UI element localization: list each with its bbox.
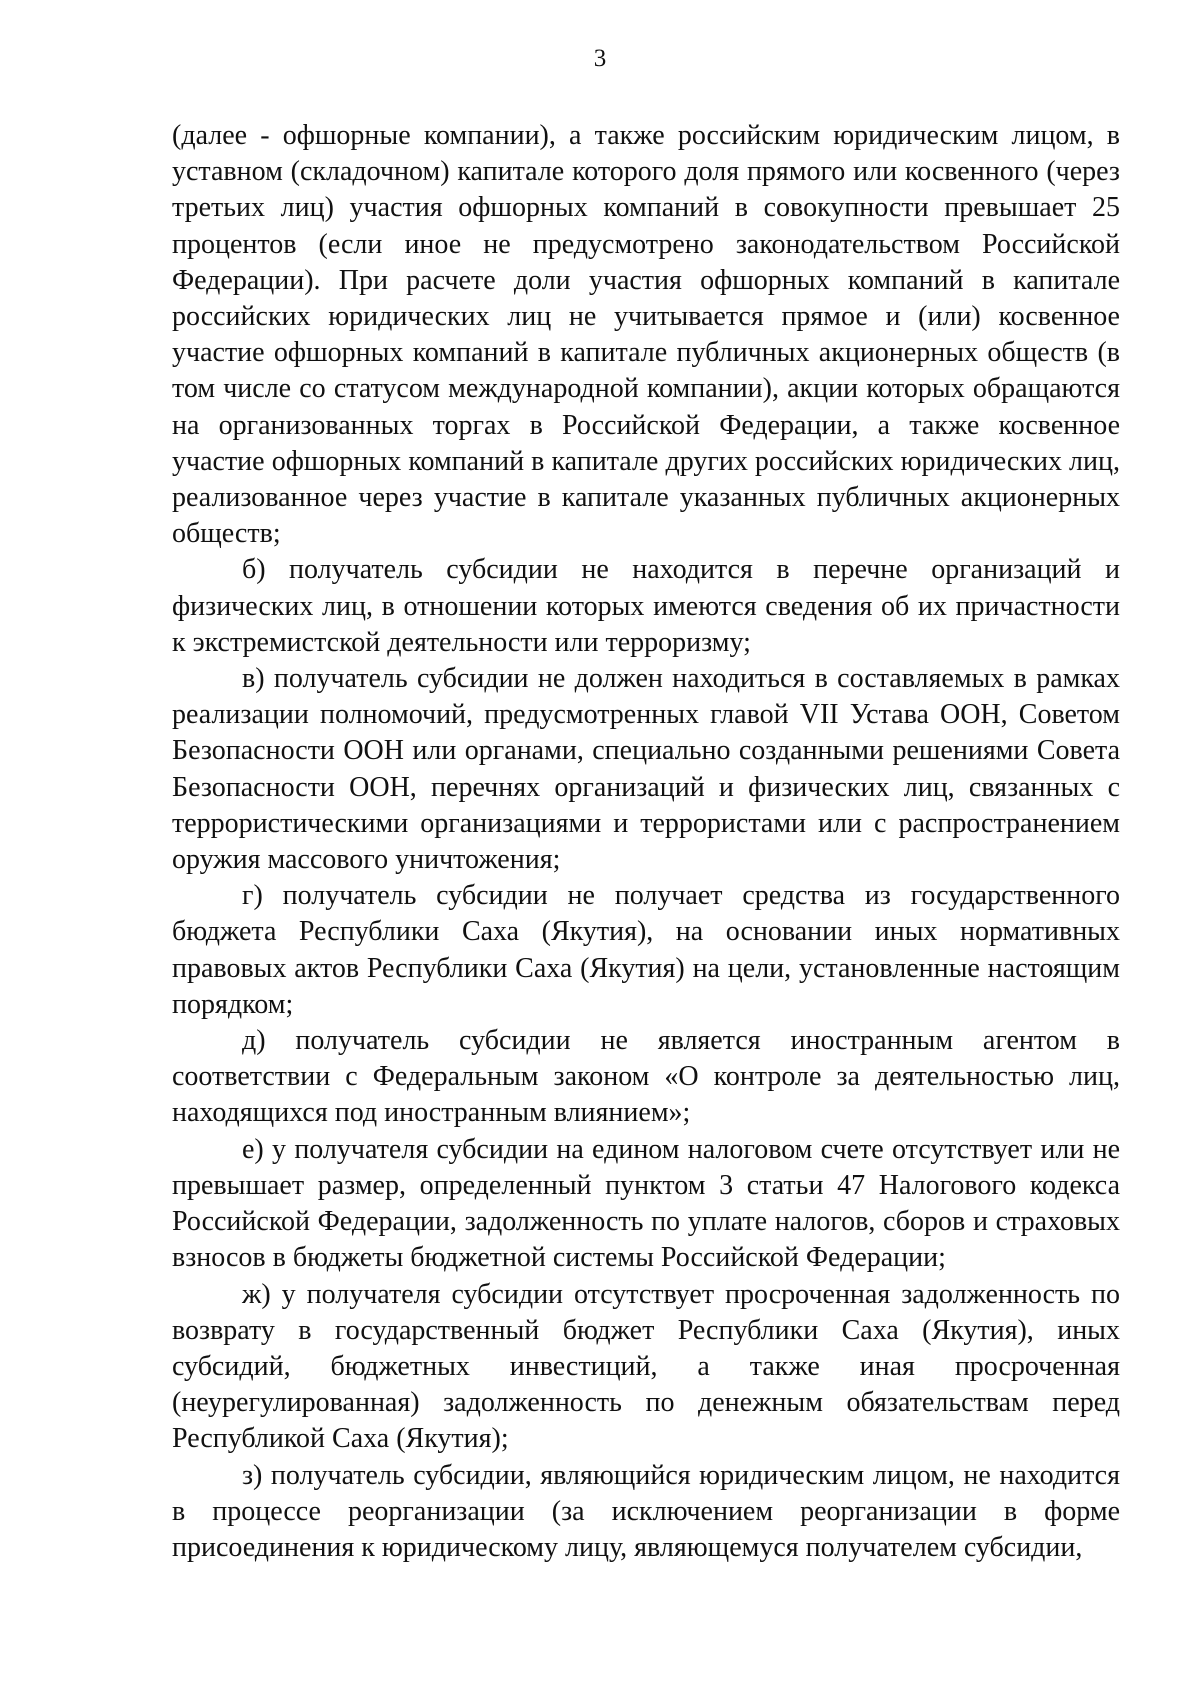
page-number: 3 <box>593 45 607 72</box>
paragraph-item-e: е) у получателя субсидии на едином налоговом счете отсутствует или не превышает размер, определенный пунктом 3 статьи 47 Налогового кодекса Российской Федерации, задолженность по уплате налогов, сборов и страховых взносов в бюджеты бюджетной системы Российской Федерации; <box>172 1133 1120 1274</box>
paragraph-offshore-continuation: (далее - офшорные компании), а также российским юридическим лицом, в уставном (складочном) капитале которого доля прямого или косвенного (через третьих лиц) участия офшорных компаний в совокупности превышает 25 процентов (если иное не предусмотрено законодательством Российской Федерации). При расчете доли участия офшорных компаний в капитале российских юридических лиц не учитывается прямое и (или) косвенное участие офшорных компаний в капитале публичных акционерных обществ (в том числе со статусом международной компании), акции которых обращаются на организованных торгах в Российской Федерации, а также косвенное участие офшорных компаний в капитале других российских юридических лиц, реализованное через участие в капитале указанных публичных акционерных обществ; <box>172 120 1120 550</box>
paragraph-item-z: з) получатель субсидии, являющийся юридическим лицом, не находится в процессе реорганизации (за исключением реорганизации в форме присоединения к юридическому лицу, являющемуся получателем субсидии, <box>172 1459 1120 1563</box>
paragraph-item-zh: ж) у получателя субсидии отсутствует просроченная задолженность по возврату в государственный бюджет Республики Саха (Якутия), иных субсидий, бюджетных инвестиций, а также иная просроченная (неурегулированная) задолженность по денежным обязательствам перед Республикой Саха (Якутия); <box>172 1278 1120 1455</box>
paragraph-item-b: б) получатель субсидии не находится в перечне организаций и физических лиц, в отношении которых имеются сведения об их причастности к экстремистской деятельности или терроризму; <box>172 554 1120 658</box>
document-body <box>172 118 1120 1566</box>
paragraph-item-g: г) получатель субсидии не получает средства из государственного бюджета Республики Саха (Якутия), на основании иных нормативных правовых актов Республики Саха (Якутия) на цели, установленные настоящим порядком; <box>172 880 1120 1020</box>
paragraph-item-d: д) получатель субсидии не является иностранным агентом в соответствии с Федеральным законом «О контроле за деятельностью лиц, находящихся под иностранным влиянием»; <box>172 1025 1120 1129</box>
paragraph-item-v: в) получатель субсидии не должен находиться в составляемых в рамках реализации полномочий, предусмотренных главой VII Устава ООН, Советом Безопасности ООН или органами, специально созданными решениями Совета Безопасности ООН, перечнях организаций и физических лиц, связанных с террористическими организациями и террористами или с распространением оружия массового уничтожения; <box>172 663 1120 876</box>
